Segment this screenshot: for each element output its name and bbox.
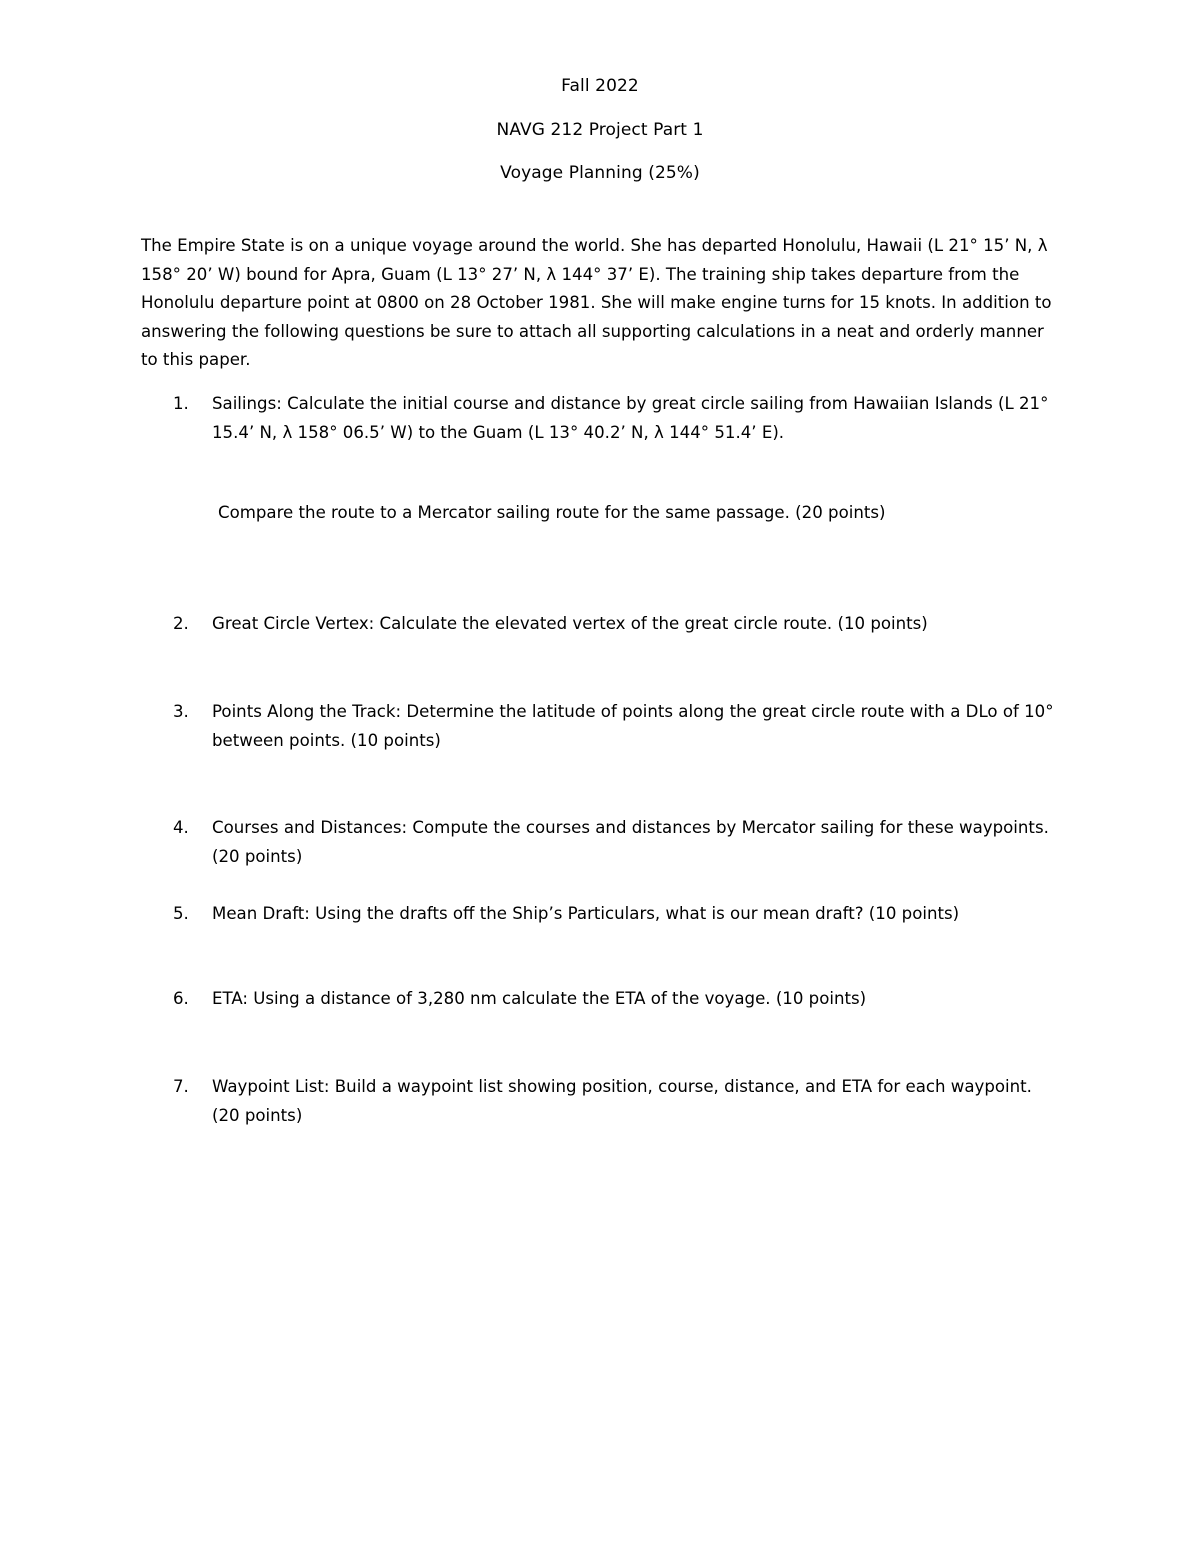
question-number: 3. (173, 702, 189, 721)
course-heading: NAVG 212 Project Part 1 (496, 120, 704, 140)
question-number: 1. (173, 394, 189, 413)
question-text: Waypoint List: Build a waypoint list showing position, course, distance, and ETA for each waypoint. (20 points) (212, 1077, 1032, 1125)
term-heading: Fall 2022 (561, 76, 639, 96)
question-1-compare: Compare the route to a Mercator sailing route for the same passage. (20 points) (218, 503, 886, 522)
question-text: Sailings: Calculate the initial course and distance by great circle sailing from Hawaiian Islands (L 21° 15.4’ N, λ 158° 06.5’ W) to the Guam (L 13° 40.2’ N, λ 144° 51.4’ E). (212, 394, 1049, 442)
question-number: 6. (173, 989, 189, 1008)
question-text: Great Circle Vertex: Calculate the elevated vertex of the great circle route. (10 points) (212, 614, 928, 633)
title-heading: Voyage Planning (25%) (500, 163, 700, 183)
question-text: Courses and Distances: Compute the courses and distances by Mercator sailing for these waypoints. (20 points) (212, 818, 1049, 866)
question-text: ETA: Using a distance of 3,280 nm calculate the ETA of the voyage. (10 points) (212, 989, 867, 1008)
intro-paragraph: The Empire State is on a unique voyage around the world. She has departed Honolulu, Hawaii (L 21° 15’ N, λ 158° 20’ W) bound for Apra, Guam (L 13° 27’ N, λ 144° 37’ E). The training ship takes departure from the Honolulu departure point at 0800 on 28 October 1981. She will make engine turns for 15 knots. In addition to answering the following questions be sure to attach all supporting calculations in a neat and orderly manner to this paper. (141, 236, 1052, 370)
question-number: 4. (173, 818, 189, 837)
question-number: 7. (173, 1077, 189, 1096)
question-number: 2. (173, 614, 189, 633)
question-text: Mean Draft: Using the drafts off the Ship’s Particulars, what is our mean draft? (10 points) (212, 904, 960, 923)
question-number: 5. (173, 904, 189, 923)
question-text: Points Along the Track: Determine the latitude of points along the great circle route with a DLo of 10° between points. (10 points) (212, 702, 1054, 750)
